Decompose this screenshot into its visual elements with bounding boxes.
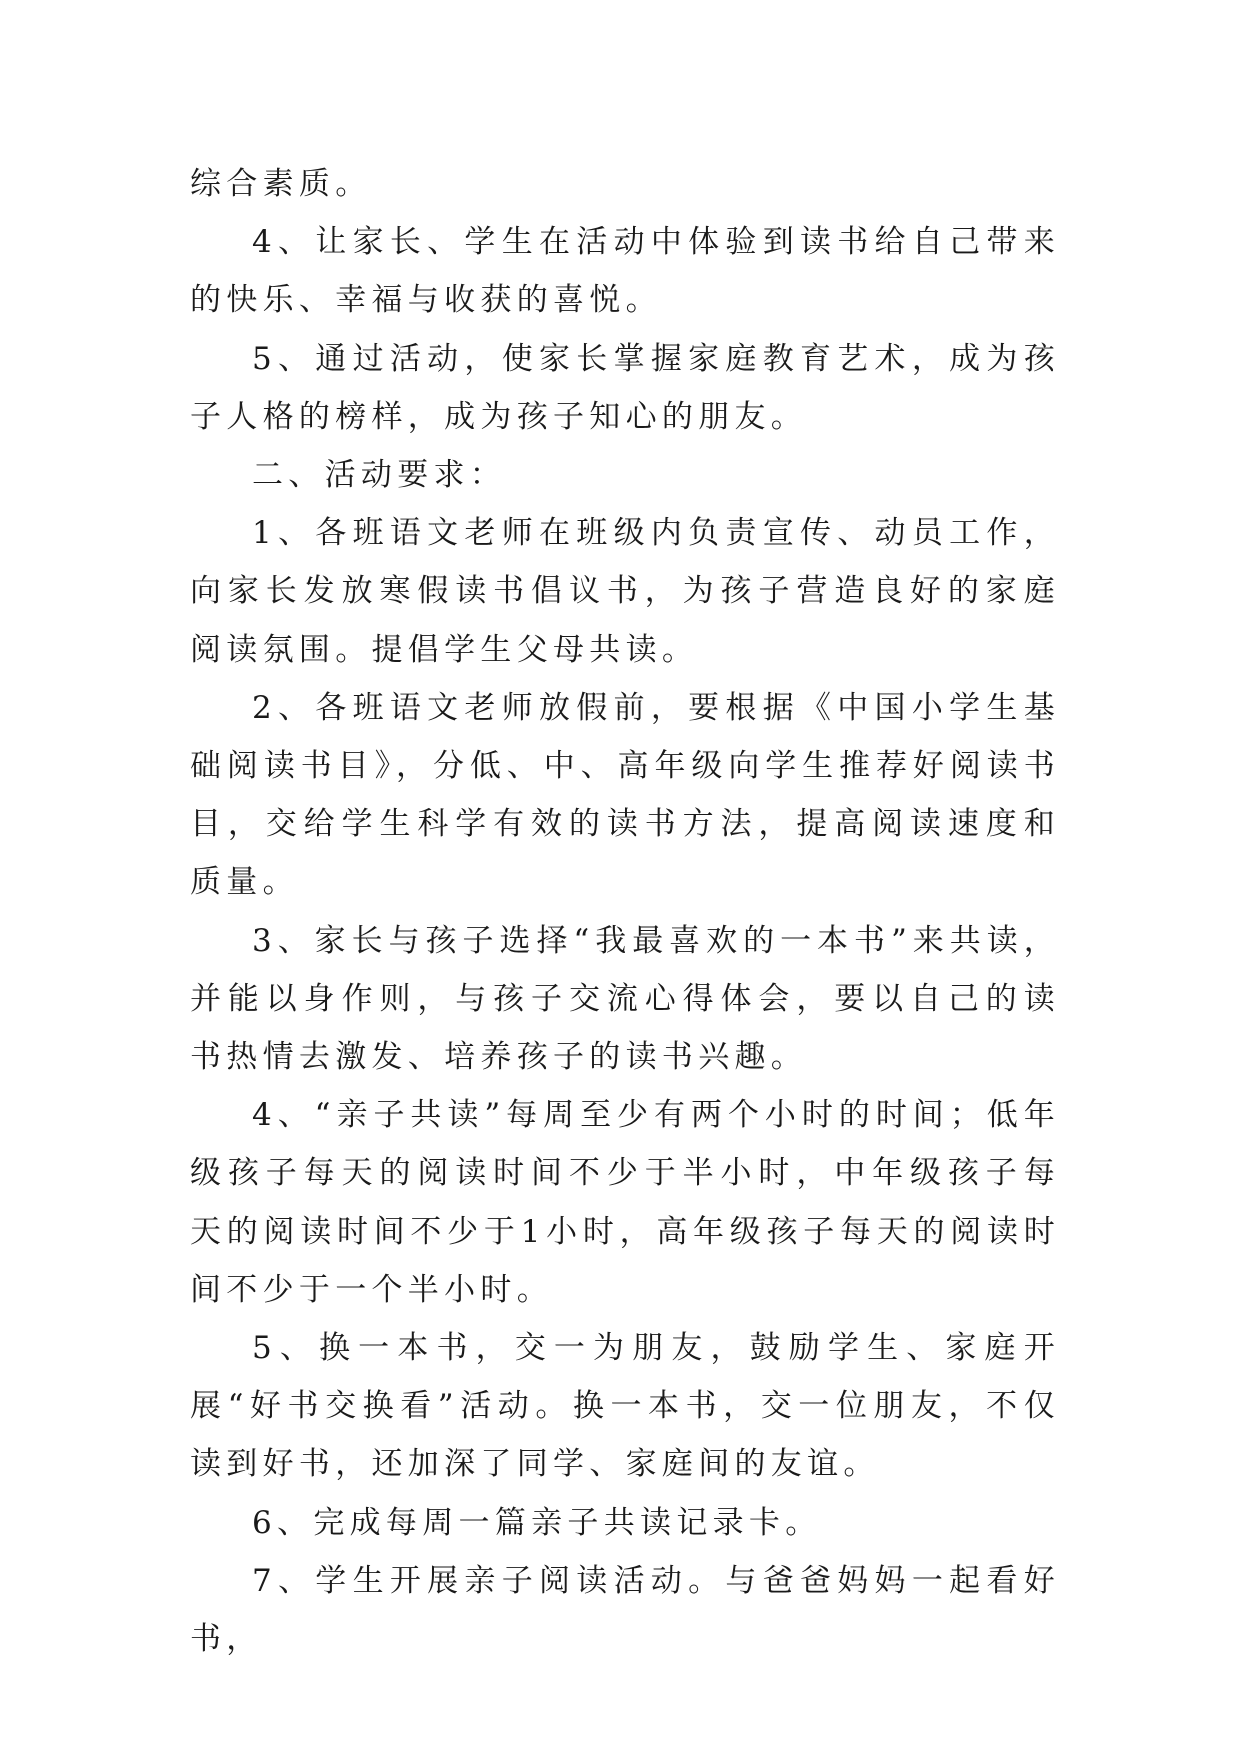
paragraph-goal-4: 4、让家长、学生在活动中体验到读书给自己带来的快乐、幸福与收获的喜悦。 — [190, 224, 1060, 319]
document-body — [190, 155, 1060, 1668]
paragraph-continuation: 综合素质。 — [190, 166, 372, 202]
paragraph-requirement-4: 4、“亲子共读”每周至少有两个小时的时间；低年级孩子每天的阅读时间不少于半小时，中年级孩子每天的阅读时间不少于1小时，高年级孩子每天的阅读时间不少于一个半小时。 — [190, 1097, 1060, 1308]
section-heading-requirements: 二、活动要求： — [252, 457, 507, 494]
paragraph-requirement-2: 2、各班语文老师放假前，要根据《中国小学生基础阅读书目》，分低、中、高年级向学生推荐好阅读书目，交给学生科学有效的读书方法，提高阅读速度和质量。 — [190, 689, 1060, 901]
paragraph-requirement-7: 7、学生开展亲子阅读活动。与爸爸妈妈一起看好书， — [190, 1562, 1060, 1658]
paragraph-goal-5: 5、通过活动，使家长掌握家庭教育艺术，成为孩子人格的榜样，成为孩子知心的朋友。 — [190, 340, 1060, 435]
paragraph-requirement-5: 5、换一本书，交一为朋友，鼓励学生、家庭开展“好书交换看”活动。换一本书，交一位朋友，不仅读到好书，还加深了同学、家庭间的友谊。 — [190, 1330, 1060, 1483]
paragraph-requirement-6: 6、完成每周一篇亲子共读记录卡。 — [252, 1504, 822, 1541]
paragraph-requirement-3: 3、家长与孩子选择“我最喜欢的一本书”来共读，并能以身作则，与孩子交流心得体会，要以自己的读书热情去激发、培养孩子的读书兴趣。 — [190, 922, 1060, 1076]
paragraph-requirement-1: 1、各班语文老师在班级内负责宣传、动员工作，向家长发放寒假读书倡议书，为孩子营造良好的家庭阅读氛围。提倡学生父母共读。 — [190, 515, 1060, 668]
